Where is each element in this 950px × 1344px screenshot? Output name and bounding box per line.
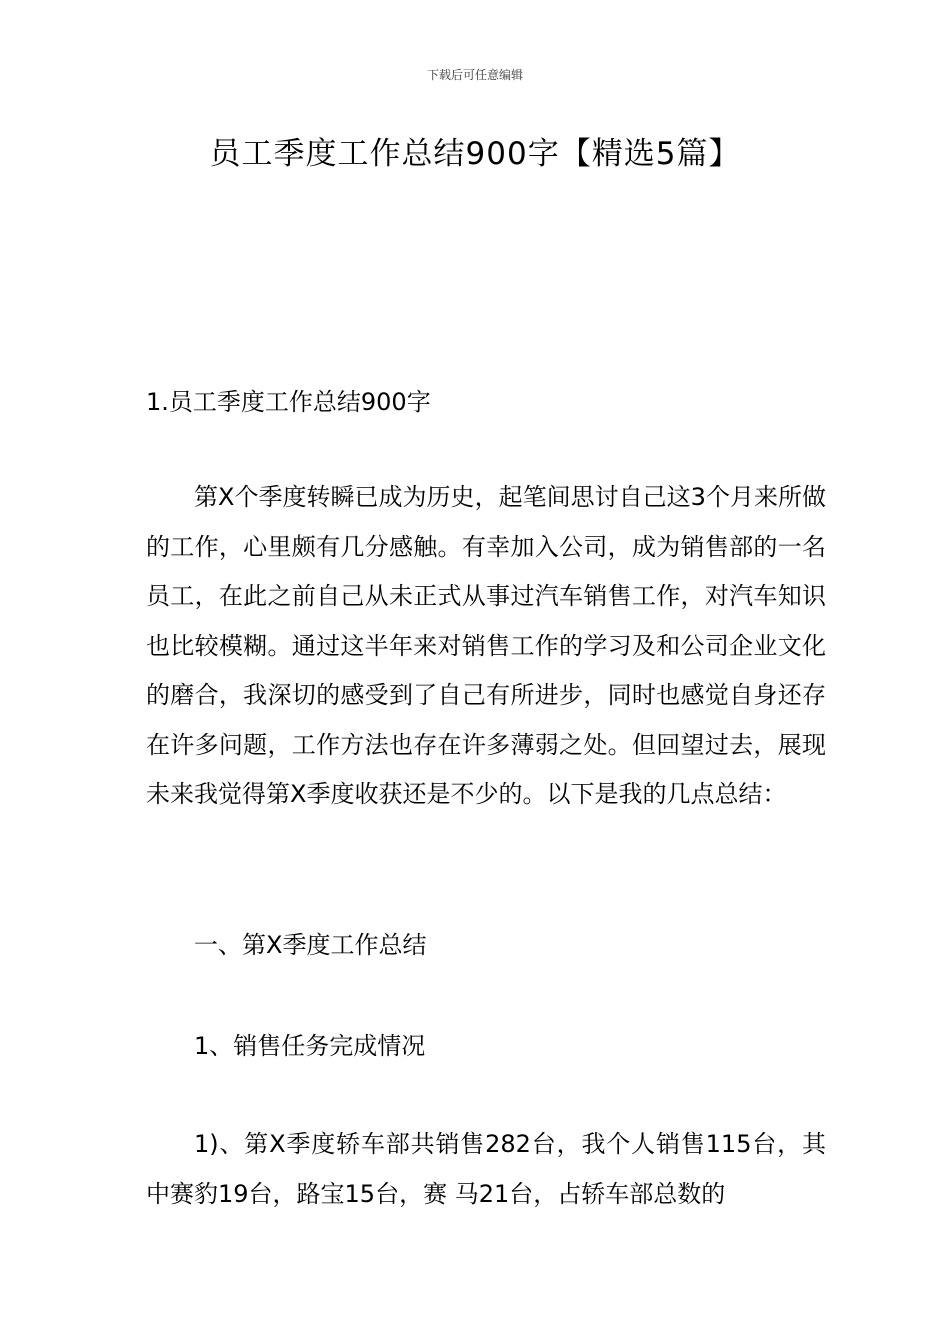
subheading-quarter-summary: 一、第X季度工作总结 bbox=[194, 931, 427, 959]
section-heading: 1.员工季度工作总结900字 bbox=[146, 388, 431, 416]
paragraph-intro: 第X个季度转瞬已成为历史，起笔间思讨自己这3个月来所做的工作，心里颇有几分感触。有幸加入公司，成为销售部的一名员工，在此之前自己从未正式从事过汽车销售工作，对汽车知识也比较模糊。通过这半年来对销售工作的学习及和公司企业文化的磨合，我深切的感受到了自己有所进步，同时也感觉自身还存在许多问题，工作方法也存在许多薄弱之处。但回望过去，展现未来我觉得第X季度收获还是不少的。以下是我的几点总结： bbox=[146, 483, 826, 808]
subheading-sales-task: 1、销售任务完成情况 bbox=[194, 1032, 426, 1060]
paragraph-sales-figures: 1)、第X季度轿车部共销售282台，我个人销售115台，其中赛豹19台，路宝15台，赛 马21台，占轿车部总数的 bbox=[146, 1130, 826, 1208]
document-title: 员工季度工作总结900字【精选5篇】 bbox=[209, 136, 741, 172]
header-note: 下载后可任意编辑 bbox=[426, 68, 523, 82]
